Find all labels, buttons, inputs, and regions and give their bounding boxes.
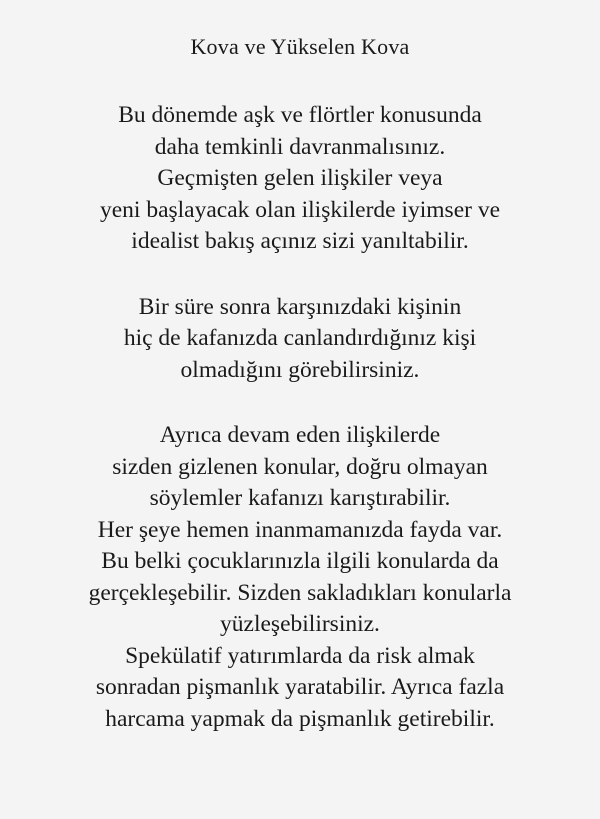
text-line: Bir süre sonra karşınızdaki kişinin — [138, 293, 462, 320]
text-line: Bu dönemde aşk ve flörtler konusunda — [118, 102, 482, 128]
text-line: gerçekleşebilir. Sizden sakladıkları konularla — [88, 579, 512, 606]
text-line: yeni başlayacak olan ilişkilerde iyimser ve — [99, 196, 501, 223]
text-line: olmadığını görebilirsiniz. — [180, 356, 420, 383]
text-line: idealist bakış açınız sizi yanıltabilir. — [131, 228, 469, 254]
text-line: hiç de kafanızda canlandırdığınız kişi — [123, 325, 477, 351]
text-line: Her şeye hemen inanmamanızda fayda var. — [97, 516, 503, 543]
text-line: Geçmişten gelen ilişkiler veya — [157, 165, 443, 191]
text-line: sonradan pişmanlık yaratabilir. Ayrıca fazla — [95, 674, 505, 700]
text-line: daha temkinli davranmalısınız. — [154, 133, 446, 160]
text-line: Spekülatif yatırımlarda da risk almak — [125, 642, 475, 669]
paragraph-warnings — [0, 420, 600, 735]
text-line: söylemler kafanızı karıştırabilir. — [149, 485, 451, 511]
paragraph-realization — [0, 292, 600, 387]
paragraph-love — [0, 100, 600, 258]
text-line: Bu belki çocuklarınızla ilgili konularda da — [101, 548, 499, 574]
text-line: Ayrıca devam eden ilişkilerde — [159, 422, 441, 448]
page-title: Kova ve Yükselen Kova — [190, 34, 410, 59]
text-line: harcama yapmak da pişmanlık getirebilir. — [105, 705, 495, 732]
text-line: yüzleşebilirsiniz. — [220, 611, 380, 637]
text-line: sizden gizlenen konular, doğru olmayan — [112, 453, 488, 480]
